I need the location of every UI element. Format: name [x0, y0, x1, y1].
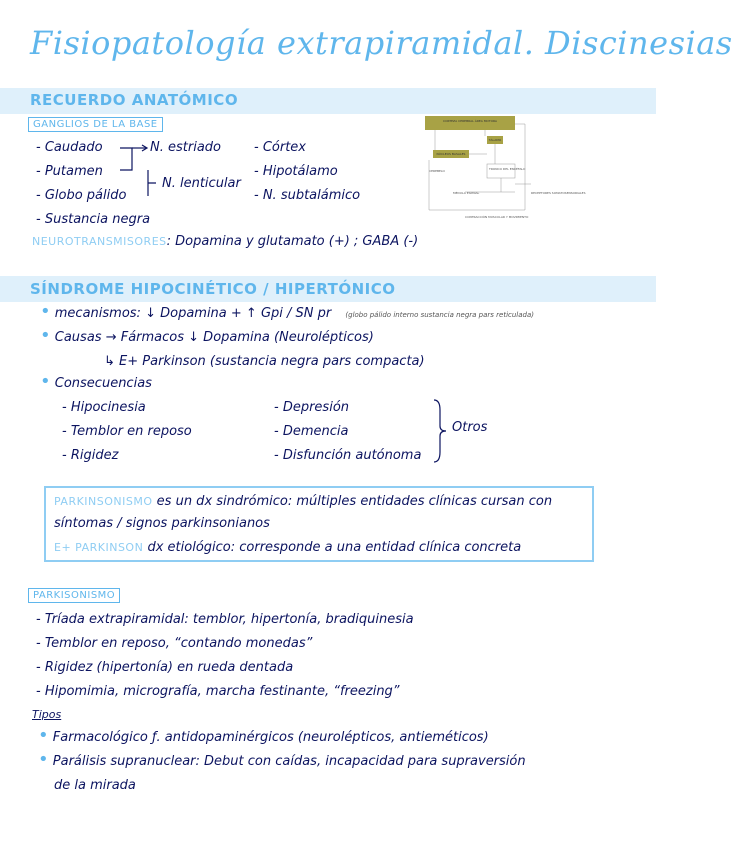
parkinsonismo-definition-cont: síntomas / signos parkinsonianos: [54, 516, 270, 531]
page-title: Fisiopatología extrapiramidal. Discinesias: [30, 24, 733, 62]
svg-text:CORTEZA CEREBRAL ÁREA MOTORA: CORTEZA CEREBRAL ÁREA MOTORA: [443, 119, 497, 123]
otros-label: Otros: [452, 420, 488, 435]
list-item: - Córtex: [254, 140, 306, 155]
list-item: - Rigidez (hipertonía) en rueda dentada: [36, 660, 294, 675]
label-ganglios: GANGLIOS DE LA BASE: [28, 117, 163, 132]
svg-text:NÚCLEOS BASALES: NÚCLEOS BASALES: [436, 152, 466, 156]
svg-text:CEREBELO: CEREBELO: [429, 169, 445, 173]
list-item: - Rigidez: [62, 448, 119, 463]
causas-line: • Causas → Fármacos ↓ Dopamina (Neurolépticos): [40, 325, 374, 346]
tipos-label: Tipos: [32, 708, 62, 721]
list-item: - Hipocinesia: [62, 400, 146, 415]
list-item: - Sustancia negra: [36, 212, 151, 227]
list-item: - Putamen: [36, 164, 103, 179]
list-item: - Globo pálido: [36, 188, 127, 203]
causa-parkinson: ↳ E+ Parkinson (sustancia negra pars compacta): [104, 354, 425, 369]
section-heading-anatomy: RECUERDO ANATÓMICO: [30, 91, 239, 109]
list-item: - N. subtalámico: [254, 188, 361, 203]
list-item: - Temblor en reposo: [62, 424, 192, 439]
list-item: - Demencia: [274, 424, 349, 439]
svg-text:RECEPTORES SOMATOSENSORIALES: RECEPTORES SOMATOSENSORIALES: [531, 191, 586, 195]
mecanismos-line: • mecanismos: ↓ Dopamina + ↑ Gpi / SN pr (globo pálido interno sustancia negra pars reticulada): [40, 301, 535, 322]
curly-brace: [430, 398, 450, 464]
parkinson-definition: E+ PARKINSON dx etiológico: corresponde a una entidad clínica concreta: [54, 540, 522, 555]
svg-text:MÉDULA ESPINAL: MÉDULA ESPINAL: [453, 191, 480, 195]
consecuencias-label: • Consecuencias: [40, 371, 152, 392]
label-parkisonismo: PARKISONISMO: [28, 588, 120, 603]
list-item: - Depresión: [274, 400, 350, 415]
svg-text:TÁLAMO: TÁLAMO: [488, 138, 502, 142]
motor-pathway-diagram: [425, 114, 589, 234]
list-item: - Caudado: [36, 140, 103, 155]
term-parkinson: E+ PARKINSON: [54, 541, 144, 554]
tipo-farmacologico: • Farmacológico ƒ. antidopaminérgicos (neurolépticos, antieméticos): [38, 725, 489, 746]
n-estriado: N. estriado: [150, 140, 221, 155]
neurotransmisores-label: NEUROTRANSMISORES: [32, 235, 167, 248]
parkinsonismo-definition: PARKINSONISMO es un dx sindrómico: múltiples entidades clínicas cursan con: [54, 494, 553, 509]
list-item: - Temblor en reposo, “contando monedas”: [36, 636, 313, 651]
term-parkinsonismo: PARKINSONISMO: [54, 495, 153, 508]
list-item: - Disfunción autónoma: [274, 448, 422, 463]
list-item: - Hipotálamo: [254, 164, 338, 179]
svg-text:CONTRACCIÓN MUSCULAR Y MOVIMIE: CONTRACCIÓN MUSCULAR Y MOVIMIENTO: [465, 215, 529, 219]
tipo-paralisis-cont: de la mirada: [54, 778, 136, 793]
list-item: - Hipomimia, micrografía, marcha festinante, “freezing”: [36, 684, 400, 699]
neurotransmisores-line: NEUROTRANSMISORES: Dopamina y glutamato (+) ; GABA (-): [32, 234, 419, 249]
list-item: - Tríada extrapiramidal: temblor, hipertonía, bradiquinesia: [36, 612, 414, 627]
tipo-paralisis: • Parálisis supranuclear: Debut con caídas, incapacidad para supraversión: [38, 749, 526, 770]
svg-text:TRONCO DEL ENCÉFALO: TRONCO DEL ENCÉFALO: [489, 167, 526, 171]
section-heading-hipocinetico: SÍNDROME HIPOCINÉTICO / HIPERTÓNICO: [30, 280, 396, 298]
n-lenticular: N. lenticular: [162, 176, 241, 191]
